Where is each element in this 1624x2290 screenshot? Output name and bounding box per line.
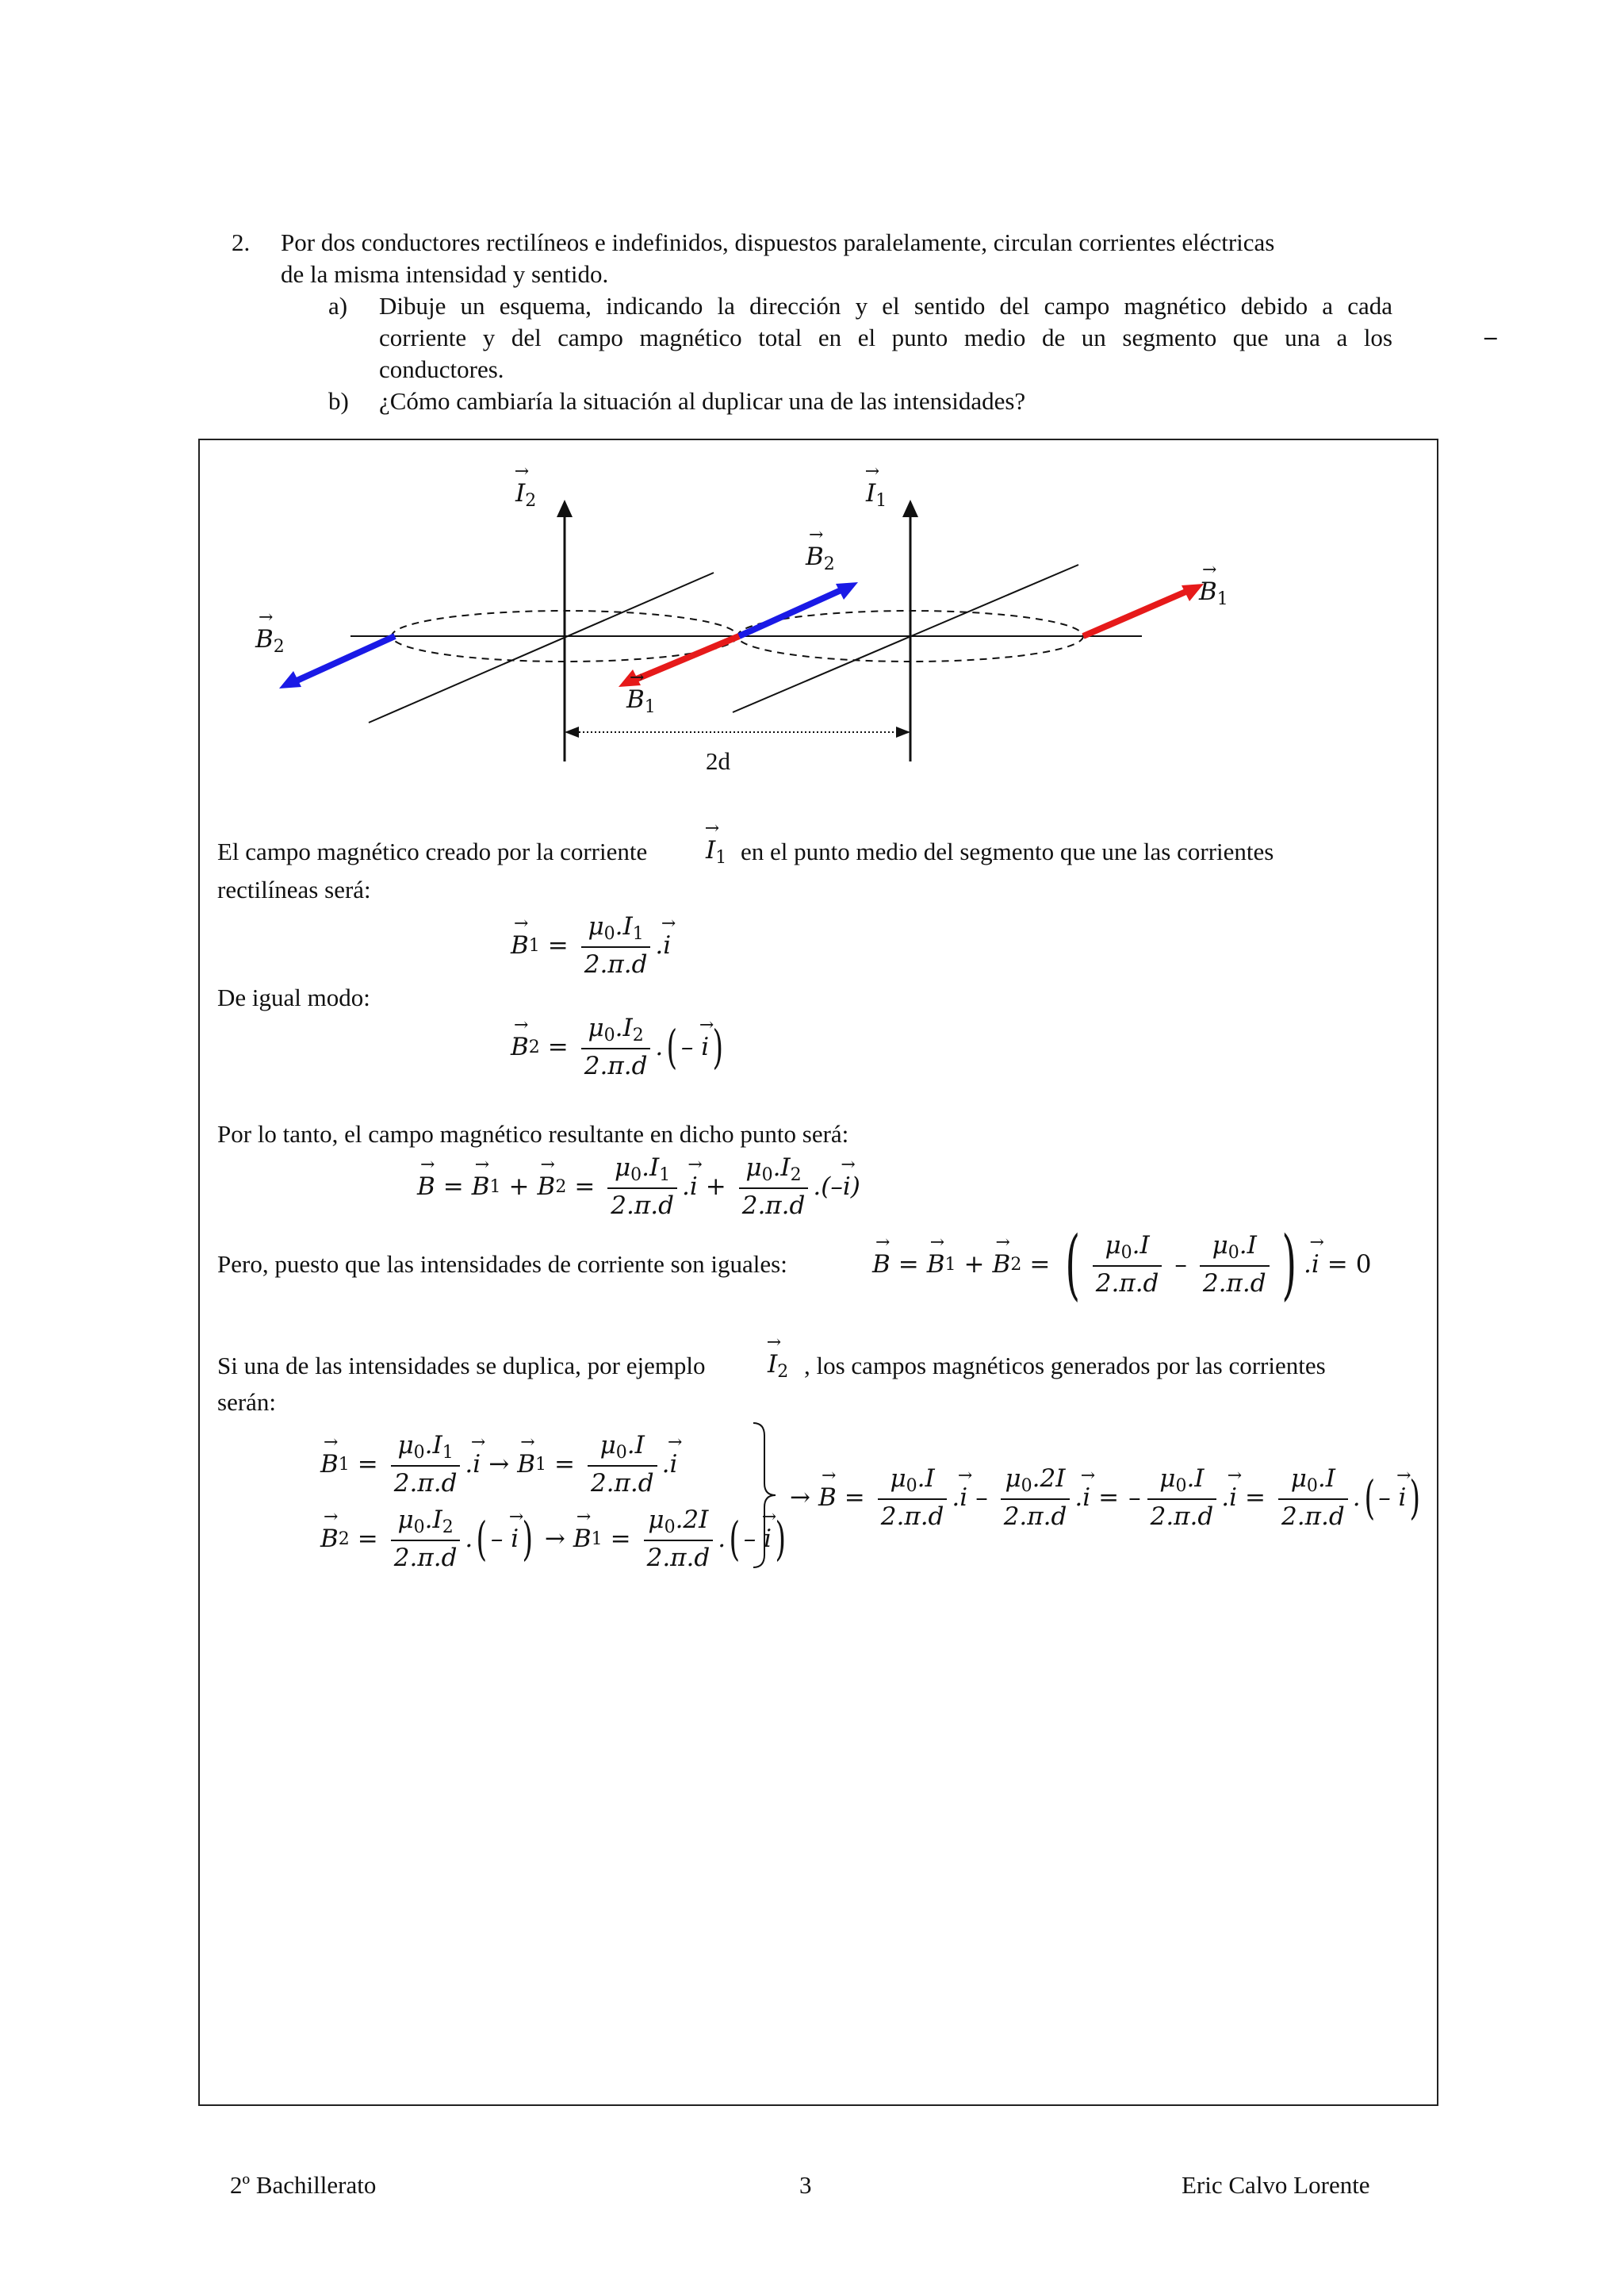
footer-right: Eric Calvo Lorente [1182,2171,1370,2199]
perspective-line-left [369,573,714,723]
footer-left: 2º Bachillerato [230,2171,377,2199]
field-diagram [238,468,1269,785]
equation-b2: → B 2 = $\frac{\mu_0.I_2}{2.\pi.d}$ . ( – → i ) [511,1014,727,1080]
part-b-label: b) [328,387,349,415]
label-i1: → $I_1$ [866,479,887,511]
perspective-line-right [733,565,1078,712]
question-line-1: Por dos conductores rectilíneos e indefinidos, dispuestos paralelamente, circulan corrientes eléctricas [281,228,1275,256]
equation-b-zero: → B = → B 1 + → B 2 = ( $\frac{\mu_0.I}{2.\pi.d}$ – $\frac{\mu_0.I}{2.\pi.d}$ ) .→ i = 0 [872,1226,1372,1302]
part-a-line-3: conductores. [379,355,504,383]
label-b1-mid: → $B_1$ [626,685,656,717]
solution-p5-a: Si una de las intensidades se duplica, por ejemplo [217,1352,706,1379]
inline-i1: → $I_1$ [706,836,726,868]
equation-b1: → B 1 = $\frac{\mu_0.I_1}{2.\pi.d}$ .→ i [511,912,671,979]
solution-p5-line2: serán: [217,1388,277,1416]
b2-arrow-mid [739,589,845,636]
solution-p5-b: , los campos magnéticos generados por las corrientes [804,1352,1326,1379]
equation-b1-doubled: → B 1 = $\frac{\mu_0.I_1}{2.\pi.d}$ .→ i → → B 1 = $\frac{\mu_0.I}{2.\pi.d}$ .→ i [320,1431,677,1498]
label-b2-mid: → $B_2$ [806,543,835,574]
question-number: 2. [232,228,251,256]
margin-mark: – [1484,322,1497,350]
part-a-line-1: Dibuje un esquema, indicando la dirección y el sentido del campo magnético debido a cada [379,292,1392,320]
inline-i2: → $I_2$ [768,1350,788,1382]
label-i2: → $I_2$ [515,479,536,511]
part-a-label: a) [328,292,348,320]
question-line-2: de la misma intensidad y sentido. [281,260,609,288]
equation-b2-doubled: → B 2 = $\frac{\mu_0.I_2}{2.\pi.d}$ . ( – → i ) → → B 1 = $\frac{\mu_0.2I}{2.\pi.d}$ . ( – → i ) [320,1506,790,1572]
b1-arrow-right [1083,590,1189,636]
solution-p2: De igual modo: [217,984,370,1011]
right-brace [750,1420,782,1571]
solution-p3: Por lo tanto, el campo magnético resultante en dicho punto será: [217,1120,849,1148]
label-b1-right: → $B_1$ [1199,577,1228,609]
b2-arrow-left [293,636,395,682]
solution-p4: Pero, puesto que las intensidades de corriente son iguales: [217,1250,787,1278]
label-b2-left: → $B_2$ [255,625,285,657]
label-distance: 2d [706,747,730,775]
solution-p1-line2: rectilíneas será: [217,876,371,903]
footer-page-number: 3 [799,2171,812,2199]
part-a-line-2: corriente y del campo magnético total en el punto medio de un segmento que una a los [379,324,1392,351]
equation-b-sum: → B = → B 1 + → B 2 = $\frac{\mu_0.I_1}{2.\pi.d}$ .→ i + $\frac{\mu_0.I_2}{2.\pi.d}$ .(–→ i) [417,1153,860,1220]
part-b-line-1: ¿Cómo cambiaría la situación al duplicar una de las intensidades? [379,387,1026,415]
equation-b-result: → → B = $\frac{\mu_0.I}{2.\pi.d}$ .→ i – $\frac{\mu_0.2I}{2.\pi.d}$ .→ i = – $\frac{\mu_0.I}{2.\pi.d}$ .→ i = $\frac{\mu_0.I}{2.\pi.d}$ . ( – → i ) [782,1464,1424,1531]
solution-p1-a: El campo magnético creado por la corriente [217,838,648,865]
solution-p1-b: en el punto medio del segmento que une las corrientes [741,838,1274,865]
